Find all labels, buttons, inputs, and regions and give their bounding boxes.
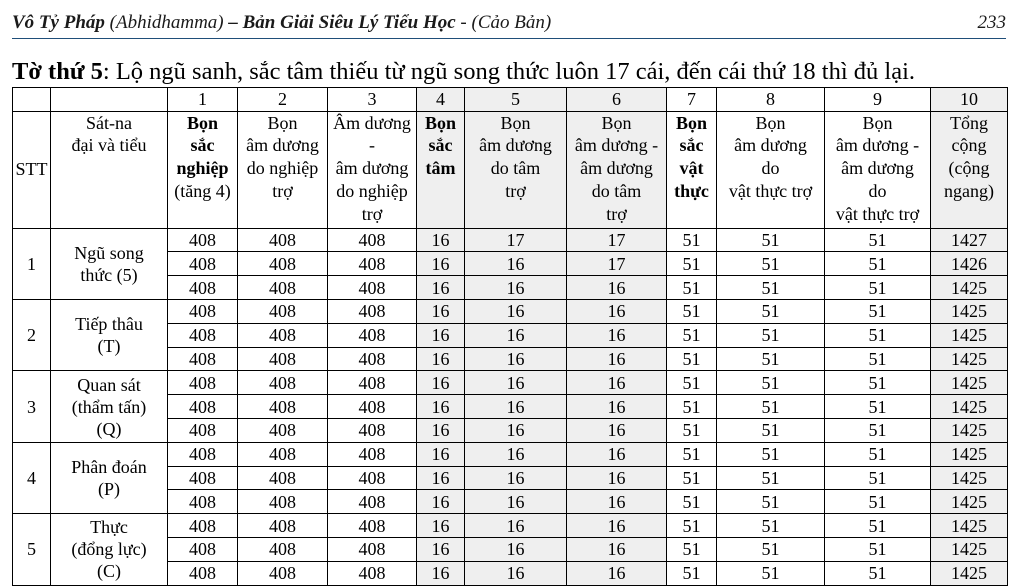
page-number: 233 <box>977 12 1006 33</box>
row-label-line: Tiếp thâu <box>75 314 143 335</box>
table-cell: 408 <box>238 228 328 252</box>
table-cell: 51 <box>717 537 825 561</box>
table-cell: 51 <box>717 371 825 395</box>
row-stt: 3 <box>13 371 51 442</box>
table-cell: 408 <box>168 371 238 395</box>
table-cell: 51 <box>717 395 825 419</box>
table-cell: 16 <box>465 252 567 276</box>
table-cell: 408 <box>238 395 328 419</box>
table-cell: 51 <box>667 561 717 585</box>
table-cell: 51 <box>717 276 825 300</box>
table-cell: 16 <box>417 323 465 347</box>
header-line: do tâm <box>591 180 642 201</box>
header-line: - <box>369 135 375 156</box>
table-cell: 16 <box>567 466 667 490</box>
table-cell: 1425 <box>931 418 1008 442</box>
table-cell: 16 <box>567 490 667 514</box>
column-number: 4 <box>417 88 465 112</box>
column-number: 5 <box>465 88 567 112</box>
table-cell: 408 <box>328 442 417 466</box>
header-dash: – <box>228 12 243 33</box>
table-cell: 1425 <box>931 299 1008 323</box>
table-cell: 408 <box>168 323 238 347</box>
table-cell: 51 <box>717 561 825 585</box>
table-cell: 51 <box>667 252 717 276</box>
table-cell: 408 <box>238 347 328 371</box>
table-cell: 51 <box>825 418 931 442</box>
table-cell: 16 <box>417 347 465 371</box>
table-cell: 1425 <box>931 514 1008 538</box>
table-cell: 51 <box>825 395 931 419</box>
header-line: do <box>761 158 780 179</box>
row-label-line: (đổng lực) <box>71 539 147 560</box>
table-cell: 408 <box>168 395 238 419</box>
row-label-line: Thực <box>90 517 128 538</box>
table-cell: 16 <box>465 490 567 514</box>
table-cell: 408 <box>328 537 417 561</box>
header-col-10 <box>931 111 1008 228</box>
header-stt: STT <box>13 111 51 228</box>
table-cell: 408 <box>328 418 417 442</box>
header-title <box>12 12 978 34</box>
header-line: vật <box>679 158 704 179</box>
header-line: âm dương <box>335 158 409 179</box>
table-cell: 408 <box>328 371 417 395</box>
table-cell: 51 <box>825 371 931 395</box>
table-cell: 51 <box>667 323 717 347</box>
header-section-title: Bản Giải Siêu Lý Tiểu Học <box>242 12 456 33</box>
header-line: trợ <box>505 180 526 201</box>
table-cell: 1425 <box>931 371 1008 395</box>
header-line: Bọn <box>862 112 893 133</box>
table-cell: 51 <box>717 514 825 538</box>
header-line: thực <box>674 180 709 201</box>
table-cell: 16 <box>567 418 667 442</box>
table-cell: 1425 <box>931 561 1008 585</box>
header-line: do nghiệp <box>246 158 319 179</box>
table-cell: 51 <box>667 490 717 514</box>
table-cell: 16 <box>567 395 667 419</box>
table-cell: 408 <box>328 561 417 585</box>
table-cell: 408 <box>238 252 328 276</box>
table-cell: 16 <box>465 395 567 419</box>
header-line: cộng <box>951 135 987 156</box>
header-line: nghiệp <box>176 158 229 179</box>
table-cell: 16 <box>567 371 667 395</box>
table-cell: 16 <box>417 442 465 466</box>
table-cell: 408 <box>168 276 238 300</box>
column-number: 10 <box>931 88 1008 112</box>
header-draft-note: - (Cảo Bản) <box>455 12 552 33</box>
table-cell: 16 <box>465 347 567 371</box>
table-cell: 51 <box>717 490 825 514</box>
table-cell: 17 <box>465 228 567 252</box>
column-number: 9 <box>825 88 931 112</box>
table-cell: 408 <box>238 514 328 538</box>
table-cell: 16 <box>465 299 567 323</box>
table-cell: 51 <box>717 418 825 442</box>
row-label <box>51 299 168 370</box>
table-cell: 51 <box>667 228 717 252</box>
header-col-4 <box>417 111 465 228</box>
header-line: tâm <box>425 158 456 179</box>
header-line: âm dương <box>734 135 807 156</box>
table-cell: 408 <box>238 490 328 514</box>
header-line: trợ <box>606 203 627 224</box>
table-cell: 408 <box>168 228 238 252</box>
table-cell: 1425 <box>931 466 1008 490</box>
row-label-line: (T) <box>97 336 121 357</box>
table-cell: 408 <box>168 252 238 276</box>
table-cell: 408 <box>168 466 238 490</box>
row-stt: 1 <box>13 228 51 299</box>
table-cell: 51 <box>825 561 931 585</box>
header-line: vật thực trợ <box>835 203 920 224</box>
column-number-row <box>13 88 1008 112</box>
table-cell: 1425 <box>931 537 1008 561</box>
row-label-line: Phân đoán <box>71 456 147 477</box>
header-col-8 <box>717 111 825 228</box>
table-cell: 408 <box>168 490 238 514</box>
header-line: đại và tiểu <box>71 135 147 156</box>
header-satna <box>51 111 168 228</box>
table-cell: 16 <box>465 537 567 561</box>
table-cell: 408 <box>328 347 417 371</box>
table-cell: 16 <box>567 561 667 585</box>
table-cell: 408 <box>238 442 328 466</box>
column-number: 7 <box>667 88 717 112</box>
column-number: 1 <box>168 88 238 112</box>
table-cell: 51 <box>825 323 931 347</box>
table-cell: 51 <box>825 252 931 276</box>
table-cell: 16 <box>417 395 465 419</box>
header-line: do <box>868 180 887 201</box>
header-col-6 <box>567 111 667 228</box>
header-line: do nghiệp <box>336 180 408 201</box>
header-book-subtitle: (Abhidhamma) <box>104 12 229 33</box>
header-line: Bọn <box>675 112 708 133</box>
header-col-5 <box>465 111 567 228</box>
column-number: 2 <box>238 88 328 112</box>
column-number: 8 <box>717 88 825 112</box>
table-cell: 51 <box>667 395 717 419</box>
header-line: Bọn <box>755 112 786 133</box>
table-cell: 16 <box>417 561 465 585</box>
header-col-3 <box>328 111 417 228</box>
table-row <box>13 514 1008 538</box>
header-line: vật thực trợ <box>728 180 813 201</box>
table-cell: 408 <box>238 276 328 300</box>
table-cell: 16 <box>465 466 567 490</box>
table-cell: 51 <box>667 418 717 442</box>
row-label-line: (C) <box>97 561 121 582</box>
header-line: trợ <box>361 203 383 224</box>
column-number-empty <box>13 88 51 112</box>
header-line: Bọn <box>424 112 457 133</box>
table-cell: 408 <box>328 395 417 419</box>
header-line: âm dương <box>841 158 914 179</box>
column-header-row <box>13 111 1008 228</box>
table-cell: 408 <box>328 252 417 276</box>
table-cell: 408 <box>238 299 328 323</box>
table-cell: 1425 <box>931 490 1008 514</box>
table-cell: 17 <box>567 228 667 252</box>
table-cell: 16 <box>465 561 567 585</box>
table-cell: 16 <box>465 442 567 466</box>
table-row <box>13 228 1008 252</box>
table-cell: 16 <box>567 514 667 538</box>
table-cell: 408 <box>168 418 238 442</box>
table-cell: 16 <box>417 466 465 490</box>
header-line: (tăng 4) <box>174 180 231 201</box>
table-cell: 16 <box>465 514 567 538</box>
table-cell: 16 <box>465 418 567 442</box>
header-line: Tổng <box>950 112 988 133</box>
table-cell: 51 <box>825 466 931 490</box>
row-label-line: (Q) <box>96 418 122 439</box>
header-line: Sát-na <box>86 112 132 133</box>
row-label <box>51 514 168 585</box>
table-cell: 1425 <box>931 323 1008 347</box>
table-cell: 16 <box>465 371 567 395</box>
header-col-9 <box>825 111 931 228</box>
row-stt: 4 <box>13 442 51 513</box>
table-cell: 51 <box>825 537 931 561</box>
table-cell: 16 <box>417 418 465 442</box>
table-row <box>13 442 1008 466</box>
table-cell: 51 <box>717 228 825 252</box>
table-cell: 51 <box>717 299 825 323</box>
row-label-line: Ngũ song <box>74 242 144 263</box>
row-stt: 5 <box>13 514 51 585</box>
table-cell: 1426 <box>931 252 1008 276</box>
table-caption <box>12 58 1012 86</box>
table-cell: 16 <box>417 371 465 395</box>
table-cell: 16 <box>465 276 567 300</box>
row-label-line: (thẩm tấn) <box>71 396 147 417</box>
table-cell: 16 <box>417 276 465 300</box>
header-line: ngang) <box>944 180 994 201</box>
header-col-2 <box>238 111 328 228</box>
table-cell: 16 <box>465 323 567 347</box>
row-label-line: (P) <box>98 478 120 499</box>
table-cell: 408 <box>238 466 328 490</box>
table-cell: 51 <box>667 276 717 300</box>
table-cell: 408 <box>328 299 417 323</box>
header-line: Bọn <box>267 112 298 133</box>
header-line: sắc <box>428 135 453 156</box>
row-stt: 2 <box>13 299 51 370</box>
table-cell: 51 <box>825 442 931 466</box>
table-cell: 51 <box>825 228 931 252</box>
table-cell: 408 <box>238 561 328 585</box>
table-cell: 16 <box>417 490 465 514</box>
caption-label: Tờ thứ 5 <box>12 58 103 85</box>
table-cell: 51 <box>717 466 825 490</box>
table-cell: 408 <box>328 323 417 347</box>
table-cell: 408 <box>328 228 417 252</box>
header-line: sắc <box>679 135 704 156</box>
data-table <box>12 87 1008 586</box>
table-cell: 408 <box>168 537 238 561</box>
table-cell: 51 <box>717 323 825 347</box>
header-line: âm dương <box>580 158 653 179</box>
header-line: âm dương <box>246 135 319 156</box>
header-line: Bọn <box>500 112 531 133</box>
header-col-7 <box>667 111 717 228</box>
table-cell: 16 <box>567 276 667 300</box>
table-cell: 408 <box>168 561 238 585</box>
table-cell: 16 <box>417 228 465 252</box>
table-cell: 51 <box>717 442 825 466</box>
table-cell: 16 <box>417 299 465 323</box>
table-cell: 51 <box>825 276 931 300</box>
table-cell: 51 <box>825 514 931 538</box>
table-cell: 16 <box>417 514 465 538</box>
header-line: do tâm <box>490 158 541 179</box>
table-cell: 408 <box>328 490 417 514</box>
header-line: âm dương - <box>574 135 659 156</box>
column-number: 3 <box>328 88 417 112</box>
table-cell: 51 <box>825 490 931 514</box>
header-line: Âm dương <box>333 112 411 133</box>
row-label <box>51 442 168 513</box>
table-cell: 1425 <box>931 347 1008 371</box>
table-cell: 51 <box>667 537 717 561</box>
table-cell: 408 <box>328 514 417 538</box>
table-cell: 16 <box>567 537 667 561</box>
table-cell: 51 <box>667 371 717 395</box>
header-line: âm dương <box>479 135 552 156</box>
running-header <box>12 8 1006 39</box>
header-line: Bọn <box>601 112 632 133</box>
table-cell: 51 <box>825 347 931 371</box>
table-cell: 408 <box>328 466 417 490</box>
table-cell: 51 <box>667 514 717 538</box>
table-cell: 1427 <box>931 228 1008 252</box>
row-label <box>51 228 168 299</box>
table-cell: 51 <box>825 299 931 323</box>
header-line: âm dương - <box>835 135 920 156</box>
table-cell: 51 <box>717 347 825 371</box>
table-cell: 408 <box>238 418 328 442</box>
table-cell: 51 <box>667 466 717 490</box>
table-cell: 1425 <box>931 442 1008 466</box>
table-cell: 408 <box>238 323 328 347</box>
table-cell: 51 <box>667 299 717 323</box>
table-cell: 51 <box>667 347 717 371</box>
header-book-title: Vô Tỷ Pháp <box>12 12 105 33</box>
table-cell: 408 <box>238 537 328 561</box>
column-number-empty <box>51 88 168 112</box>
table-cell: 16 <box>417 252 465 276</box>
table-cell: 51 <box>717 252 825 276</box>
header-line: Bọn <box>186 112 219 133</box>
column-number: 6 <box>567 88 667 112</box>
table-cell: 408 <box>238 371 328 395</box>
table-cell: 1425 <box>931 276 1008 300</box>
table-cell: 16 <box>417 537 465 561</box>
row-label-line: thức (5) <box>80 264 138 285</box>
table-row <box>13 299 1008 323</box>
table-cell: 16 <box>567 347 667 371</box>
header-col-1 <box>168 111 238 228</box>
header-line: trợ <box>272 180 293 201</box>
table-cell: 16 <box>567 299 667 323</box>
table-row <box>13 371 1008 395</box>
table-cell: 408 <box>168 514 238 538</box>
row-label-line: Quan sát <box>77 374 141 395</box>
table-cell: 408 <box>328 276 417 300</box>
row-label <box>51 371 168 442</box>
table-cell: 16 <box>567 442 667 466</box>
header-line: (cộng <box>948 158 990 179</box>
table-cell: 408 <box>168 299 238 323</box>
table-cell: 408 <box>168 347 238 371</box>
table-cell: 51 <box>667 442 717 466</box>
table-cell: 408 <box>168 442 238 466</box>
table-cell: 17 <box>567 252 667 276</box>
header-line: sắc <box>190 135 215 156</box>
caption-text: : Lộ ngũ sanh, sắc tâm thiếu từ ngũ song thức luôn 17 cái, đến cái thứ 18 thì đủ lại. <box>102 58 916 85</box>
table-cell: 16 <box>567 323 667 347</box>
table-cell: 1425 <box>931 395 1008 419</box>
